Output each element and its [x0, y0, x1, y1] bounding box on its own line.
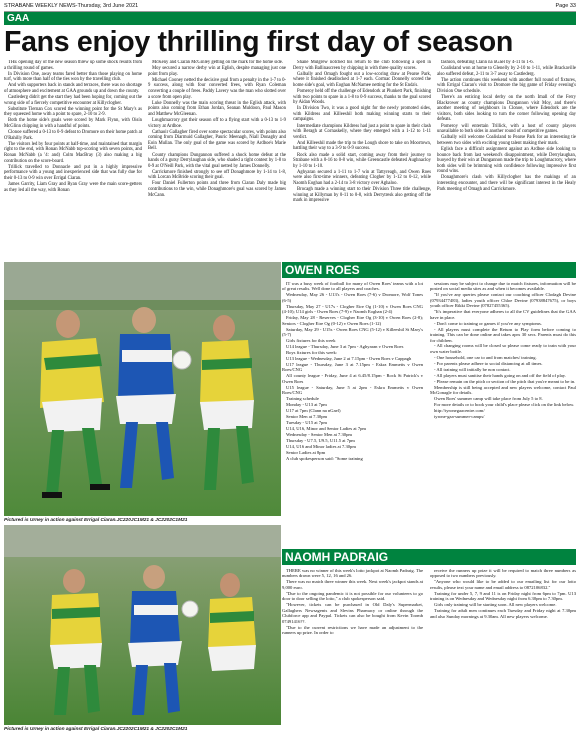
paragraph: Galbally will welcome Coalisland to Pearse Park for an interesting tie between two sides with exciting young talent making their mark.	[437, 135, 576, 146]
paragraph: - All training will initially be non contact.	[434, 366, 511, 372]
paragraph: "Anyone who would like to be added to our emailing list for our lotto results, please text your name and email address to 0872106832."	[430, 579, 576, 590]
naomh-padraig-col-2	[430, 568, 576, 733]
paragraph: Saturday, May 29 - U15s - Owen Roes CNG (5-12) v Killeeshil St Mary's (5-7)	[282, 326, 423, 338]
paragraph: Castlederg didn't get the start they had been hoping for, coming out the wrong side of a fiercely competitive encounter at Killyclogher.	[4, 95, 142, 106]
photo-1-caption: Pictured is Urney in action against Errigal Ciaran.JC220JC1M21 & JC2202C1M21	[4, 518, 188, 523]
paragraph: Carrickmore finished strongly to see off Donaghmore by 1-14 to 1-8, with Lorcan McBride scoring their goal.	[148, 169, 286, 181]
paragraph: Galbally and Omagh fought out a low-scoring draw at Pearse Park, where it finished deadlocked at 1-7 each. Cormac Donnelly scored the home side's goal, with Eoghan McNamee netting for the St Enda's.	[293, 71, 431, 88]
paragraph: - For parents please adhere to social distancing at all times.	[434, 360, 543, 366]
paragraph: McKeny and Ciaran McGinley getting on the mark for the home side.	[152, 60, 283, 65]
paragraph: Shane Mulgrew notched his return to the club following a spell in Derry with Ballinascreen by chipping in with three quality scores.	[293, 60, 431, 71]
paragraph: "It's imperative that everyone adheres to all the CV guidelines that the GAA have in place.	[430, 309, 576, 320]
gaa-article-col-3	[293, 60, 431, 262]
paragraph: Senior Men at 7.30pm	[286, 413, 328, 419]
paragraph: Training for under 5, 7, 9 and 11 is on Friday night from 6pm to 7pm. U13 training is on Wednesday and Wednesday night from 6.30pm to 7.30pm.	[430, 590, 576, 602]
paragraph: Thursday - U7.5, U9.5, U11.5 at 7pm	[286, 437, 355, 443]
paragraph: U17 league - Thursday, June 3 at 7.15pm - Eskra Emmetts v Owen Roes/CNG	[282, 361, 423, 373]
paragraph: Wednesday - Senior Men at 7.30pm	[286, 431, 352, 437]
paragraph: In Division One, away teams fared better than those playing on home turf, with more than half of the ties won by the travelling club.	[4, 71, 142, 83]
match-photo-1	[4, 262, 281, 516]
paragraph: Cathaoir Gallagher fired over some spectacular scores, with points also coming from Diarmuid Gallagher, Pauric Meenagh, Niall Donaghy and Eoin Mullan. The only goal of the game was scored by Ardboe's Marie Bell.	[148, 129, 286, 152]
paragraph: Brocagh made a winning start to their Division Three title challenge, winning at Killyman by 0-11 to 0-8, with Derrytresk also getting off the mark in impressive	[293, 187, 431, 204]
paragraph: Friday, May 28 - Reserves - Clogher Eire Og (3-10) v Owen Roes (2-8); Seniors - Clogher Eire Og (0-12) v Owen Roes (1-12)	[282, 315, 423, 326]
paragraph: A club spokesperson said: "Some training	[286, 455, 363, 461]
page-number: Page 33	[555, 3, 576, 9]
paragraph: - All players must sanitise their hands going on and off the field of play.	[434, 372, 566, 378]
paragraph: sessions may be subject to change due to match fixtures, information will be posted on social media sites as and when it becomes available.	[430, 281, 576, 292]
paragraph: Monday - U13 at 7pm	[286, 402, 327, 408]
paragraph: Coalisland won at home to Glenelly by 2-10 to 1-11, while Brackaville also suffered defeat, 2-11 to 3-7 away to Castlederg.	[437, 66, 576, 77]
section-label-gaa: GAA	[4, 12, 576, 25]
paragraph: Boys fixtures for this week:	[286, 349, 338, 355]
paragraph: Luke Donnelly was the main scoring threat in the Eglish attack, with points also coming from Ethan Jordan, Seanan Muldoon, Paul Mason and Matthew McGleenan.	[148, 100, 286, 117]
paragraph: For more details or to book your child's place please click on the link below.	[434, 402, 575, 408]
paragraph: There was no match three winner this week. Next week's jackpot stands at 9,000 euro.	[282, 579, 423, 590]
paragraph: The action continues this weekend with another full round of fixtures, with Errigal Ciaran's visit to Dromore the big game of Friday evening's Division One schedule.	[437, 77, 576, 94]
paragraph: Thursday, May 27 - U17s - Clogher Eire Og (1-10) v Owen Roes CNG (4-10); U14 girls - Owen Roes (7-9) v Naomh Eoghan (2-4)	[282, 303, 423, 315]
paragraph: THE opening day of the new season threw up some shock results from a thrilling round of games.	[4, 60, 142, 71]
paragraph: Senior Ladies at 8pm	[286, 449, 326, 455]
paragraph: Tuesday - U15 at 7pm	[286, 419, 327, 425]
paragraph: Donaghmore's clash with Killyclogher has the makings of an interesting encounter, and there will be significant interest in the Healy Park meeting of Omagh and Carrickmore.	[437, 175, 576, 192]
paragraph: Eglish face a difficult assignment against an Ardboe side looking to bounce back from last weekend's disappointment, while Derrylaughan, buoyed by their win at Dungannon made the trip to Loughmacrory, where both sides will be brimming with confidence following impressive first round wins.	[437, 146, 576, 175]
paragraph: County champions Dungannon suffered a shock home defeat at the hands of a gutsy Derrylaughan side, who shaded a tight contest by 1-8 to 0-9 at O'Neill Park, with the vital goal netted by James Donnelly.	[148, 152, 286, 169]
paragraph: All county league - Friday, June 4 at 6.45/8.15pm - Rock St Patrick's v Owen Roes	[282, 373, 423, 384]
paragraph: The visitors led by four points at half-time, and maintained that margin right to the end, with Ronan McNabb top-scoring with seven points, and Ronan McNabb (a '4: and) Colm MacBray (3) also making a big contribution on the score-board.	[4, 141, 142, 164]
paragraph: Four Daniel Fullerton points and three from Ciaran Daly made big contributions to the win, while Donaghmore's goal was scored by James McCann.	[148, 181, 286, 198]
paragraph: Pomeroy will entertain Trillick, with a host of county players unavailable to both sides in another round of competitive games.	[437, 123, 576, 135]
paragraph: Pomeroy held off the challenge of Edendork at Plunkett Park, finishing with two points to spare in a 1-8 to 0-9 success, thanks to the goal scored by Aidan Woods.	[293, 88, 431, 106]
paragraph: U15 league - Saturday, June 5 at 2pm - Eskra Emmetts v Owen Roes/CNG	[282, 384, 423, 396]
paragraph: - Please remain on the pitch or section of the pitch that you're meant to be in.	[434, 378, 576, 384]
paragraph: U17 at 7pm (Clann na nGael)	[286, 407, 341, 413]
paragraph: Rock also made a solid start, coming away from their journey to Strabane with a 0-16 to 0-8 win, while Greencastle defeated Aughnacloy by 1-10 to 1-10.	[293, 152, 431, 169]
paragraph: Owen Roes' summer camp will take place from July 5 to 8.	[434, 396, 543, 402]
paragraph: "Due to the current restrictions we have made an adjustment to the runners up prize. In order to	[282, 624, 423, 635]
paragraph: And Killeeshil made the trip to the Lough shore to take on Moortown, battling their way to a 3-9 to 0-9 success.	[293, 140, 431, 152]
paragraph: Substitute Tiernan Cox scored the winning point for the St Mary's as they squeezed home with a point to spare, 2-10 to 2-9.	[4, 106, 142, 118]
section-label-naomh-padraig: NAOMH PADRAIG	[282, 549, 576, 565]
paragraph: IT was a busy week of football for many of Owen Roes' teams with a lot of great results. Well done to all players and coaches.	[282, 281, 423, 292]
paragraph: Trillick travelled to Donnacle and put in a highly impressive performance with a young and inexperienced side that was fully due for their 0-13 to 0-9 win over Errigal Ciaran.	[4, 164, 142, 181]
paragraph: Training for adult men continues each Tuesday and Friday night at 7.30pm and also Sunday mornings at 9.30am. All new players welcome.	[430, 608, 576, 619]
paper-name-date: STRABANE WEEKLY NEWS-Thursday, 3rd June 2021	[4, 3, 139, 9]
paragraph: - All players must complete the Return to Play form before coming to training. This can be done online and takes aprx 30 secs. Parents must do this for children.	[430, 326, 576, 343]
paragraph: tyrone-gaa-summer-camps/	[434, 413, 485, 419]
naomh-padraig-col-1	[282, 568, 423, 733]
photo-2-caption: Pictured is Urney in action against Errigal Ciaran.JC2202C1M21 & JC2202C1M21	[4, 727, 188, 732]
paragraph: U14, U16, Minor and Senior Ladies at 7pm	[286, 425, 366, 431]
paragraph: "Due to the ongoing pandemic it is not possible for our volunteers to go door to door selling the lotto," a club spokesperson said.	[282, 590, 423, 602]
paragraph: Moy secured a narrow derby win at Eglish, despite managing just one point from play.	[148, 66, 286, 77]
gaa-article-col-1	[4, 60, 142, 262]
paragraph: fashion, defeating Clann na nGael by 4-11 to 1-6.	[441, 60, 534, 65]
paragraph: In Division Two, it was a good night for the newly promoted sides, with Kildress and Killeeshil both making winning starts to their campaigns.	[293, 106, 431, 123]
paragraph: "If you've any queries please contact our coaching officer Clodagh Devine (07934477483), ladies youth officer Chloe Devine (07938847675), or boys youth officer Rikki Devine (07827455365).	[430, 292, 576, 309]
paragraph: Clonoe suffered a 0-13 to 0-9 defeat to Dromore on their home patch at O'Rahilly Park.	[4, 130, 142, 141]
paragraph: Michael Cooney netted the decisive goal from a penalty in the 1-7 to 0-9 success, along with four converted frees, with Ryan Coleman converting a couple of frees. Paddy Lavery was the man who slotted over a score from open play.	[148, 77, 286, 100]
gaa-article-col-4	[437, 60, 576, 262]
paragraph: receive the runners up prize it will be required to match three numbers as opposed to two numbers previously.	[430, 568, 576, 579]
paragraph: Girls only training will be starting soon. All new players welcome.	[434, 602, 557, 608]
owen-roes-col-2	[430, 281, 576, 547]
owen-roes-col-1	[282, 281, 423, 547]
paragraph: http://tyronegaacentre.com/	[434, 407, 485, 413]
paragraph: - Don't come to training or games if you've any symptoms.	[434, 320, 542, 326]
gaa-article-col-2	[148, 60, 286, 262]
paragraph: Girls fixtures for this week	[286, 338, 336, 344]
paragraph: Intermediate champions Kildress had just a point to spare in their clash with Beragh at Cornaskelly, where they emerged with a 1-12 to 1-11 verdict.	[293, 123, 431, 140]
paragraph: "However, tickets can be purchased in Old Daly's Supermarket, Gallaghers Newsagents and Slevins Pharmacy or online through the Clubforce app and Paypal. Tickets can also be bought from Kevin Toomb 07491416??.	[282, 602, 423, 624]
paragraph: Wednesday, May 26 - U13's - Owen Roes (7-6) v Dromore, Wolf Tones (6-5)	[282, 292, 423, 303]
paragraph: Loughmacrory got their season off to a flying start with a 0-13 to 1-9 victory at Ardboe.	[148, 117, 286, 129]
paragraph: - One household, one car to and from matches/ training.	[434, 354, 537, 360]
paragraph: Both the home side's goals were scored by Mark Flynn, with Oisín McGlinn chipping in with a handful of points.	[4, 118, 142, 130]
headline: Fans enjoy thrilling first day of season	[4, 26, 514, 58]
paragraph: - All changing rooms will be closed so please come ready to train with your own water bottle.	[430, 343, 576, 354]
paragraph: Training schedule	[286, 396, 319, 402]
section-label-owen-roes: OWEN ROES	[282, 262, 576, 278]
paragraph: Membership is still being accepted and new players welcome, contact Paul McGonagle for details.	[430, 384, 576, 396]
match-photo-2	[4, 525, 281, 725]
paragraph: U14 league - Thursday, June 3 at 7pm - Aghyaran v Owen Roes	[286, 343, 404, 349]
paragraph: James Garrity, Liam Gray and Ryan Gray were the main score-getters as they led all the way, with Ronan	[4, 181, 142, 193]
page-header	[4, 2, 576, 12]
paragraph: U13 league - Wednesday, June 2 at 7.15pm - Owen Roes v Cappagh	[286, 355, 412, 361]
paragraph: U14, U16 and Minor ladies at 7.30pm	[286, 443, 356, 449]
paragraph: Aghyaran secured a 1-11 to 1-7 win at Tattyreagh, and Owen Roes were also first-time winners, defeating Clogher by 1-12 to 0-12, while Naomh Eoghan had a 2-14 to 3-8 victory over Aghaloo.	[293, 169, 431, 186]
paragraph: THERE was no winner of this week's lotto jackpot at Naomh Padraig. The numbers drawn were 5, 12, 16 and 26.	[282, 568, 423, 579]
paragraph: And with supporters back in stands and terraces, there was no shortage of atmosphere and excitement at GAA grounds up and down the county.	[4, 83, 142, 94]
paragraph: There's an enticing local derby on the north Imall of the Ferry Blackrower as county champions Dungannon visit Moy, and there's another meeting of neighbours in Clonoe, where Edendork are the visitors, both sides looking to turn the corner following opening day defeats.	[437, 95, 576, 123]
